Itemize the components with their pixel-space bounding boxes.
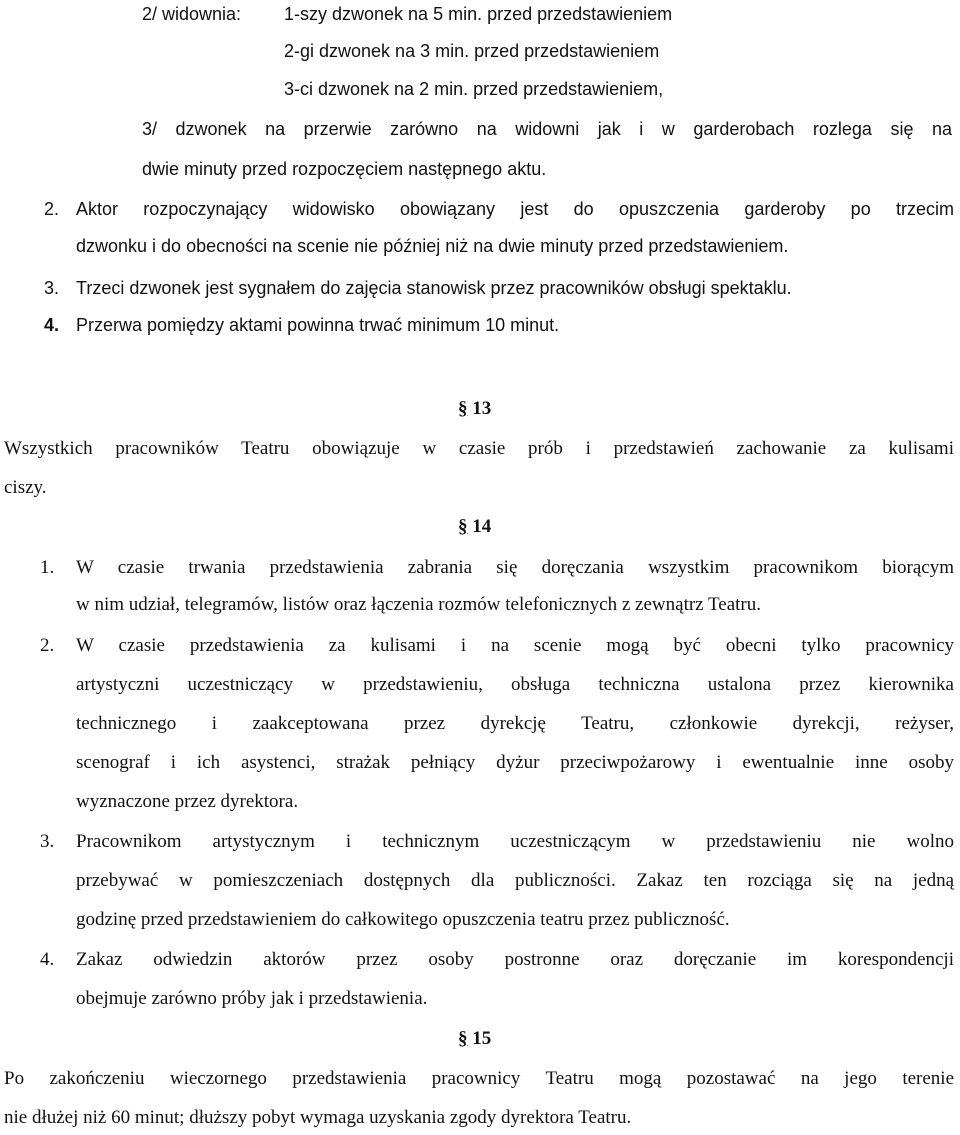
item-number: 1.: [40, 557, 55, 578]
item-line: Zakaz odwiedzin aktorów przez osoby postronne oraz doręczanie im korespondencji: [76, 949, 954, 970]
section-13-line-2: ciszy.: [4, 477, 47, 498]
section-number: 15: [472, 1028, 492, 1049]
item-line: obejmuje zarówno próby jak i przedstawienia.: [76, 988, 428, 1009]
item-line: Aktor rozpoczynający widowisko obowiązany jest do opuszczenia garderoby po trzecim: [76, 199, 954, 219]
item-line: Przerwa pomiędzy aktami powinna trwać minimum 10 minut.: [76, 315, 560, 335]
section-heading-13: [458, 397, 491, 421]
item-line: Trzeci dzwonek jest sygnałem do zajęcia stanowisk przez pracowników obsługi spektaklu.: [76, 278, 792, 298]
widownia-line-3: 3-ci dzwonek na 2 min. przed przedstawieniem,: [284, 79, 664, 99]
item-line: wyznaczone przez dyrektora.: [76, 791, 299, 812]
item-line: W czasie trwania przedstawienia zabrania się doręczania wszystkim pracownikom biorącym: [76, 557, 954, 578]
item-line: w nim udział, telegramów, listów oraz łączenia rozmów telefonicznych z zewnątrz Teatru.: [76, 594, 762, 615]
item-number: 3.: [40, 831, 55, 852]
przerwa-line-2: dwie minuty przed rozpoczęciem następnego aktu.: [142, 159, 547, 179]
section-number: 14: [472, 516, 492, 537]
section-symbol: §: [458, 516, 468, 537]
item-line: artystyczni uczestniczący w przedstawieniu, obsługa techniczna ustalona przez kierownika: [76, 674, 954, 695]
section-heading-15: [458, 1027, 491, 1051]
section-15-line-1: Po zakończeniu wieczornego przedstawienia pracownicy Teatru mogą pozostawać na jego terenie: [4, 1068, 954, 1089]
przerwa-line-1: 3/ dzwonek na przerwie zarówno na widowni jak i w garderobach rozlega się na: [142, 119, 952, 139]
item-line: przebywać w pomieszczeniach dostępnych dla publiczności. Zakaz ten rozciąga się na jedną: [76, 870, 954, 891]
section-15-line-2: nie dłużej niż 60 minut; dłuższy pobyt wymaga uzyskania zgody dyrektora Teatru.: [4, 1107, 632, 1128]
item-line: dzwonku i do obecności na scenie nie później niż na dwie minuty przed przedstawieniem.: [76, 236, 789, 256]
item-number: 2.: [40, 635, 55, 656]
section-heading-14: [458, 515, 491, 539]
widownia-line-2: 2-gi dzwonek na 3 min. przed przedstawieniem: [284, 41, 660, 61]
item-line: Pracownikom artystycznym i technicznym uczestniczącym w przedstawieniu nie wolno: [76, 831, 954, 852]
section-symbol: §: [458, 398, 468, 419]
section-13-line-1: Wszystkich pracowników Teatru obowiązuje w czasie prób i przedstawień zachowanie za kulisami: [4, 438, 954, 459]
item-number: 4.: [40, 949, 55, 970]
item-number: 4.: [44, 315, 60, 335]
widownia-line-1: 1-szy dzwonek na 5 min. przed przedstawieniem: [284, 4, 673, 24]
section-number: 13: [472, 398, 492, 419]
item-line: scenograf i ich asystenci, strażak pełniący dyżur przeciwpożarowy i ewentualnie inne osoby: [76, 752, 954, 773]
section-symbol: §: [458, 1028, 468, 1049]
item-line: godzinę przed przedstawieniem do całkowitego opuszczenia teatru przez publiczność.: [76, 909, 730, 930]
widownia-label: 2/ widownia:: [142, 4, 242, 24]
item-line: technicznego i zaakceptowana przez dyrekcję Teatru, członkowie dyrekcji, reżyser,: [76, 713, 954, 734]
item-number: 3.: [44, 278, 60, 298]
item-number: 2.: [44, 199, 60, 219]
item-line: W czasie przedstawienia za kulisami i na scenie mogą być obecni tylko pracownicy: [76, 635, 954, 656]
